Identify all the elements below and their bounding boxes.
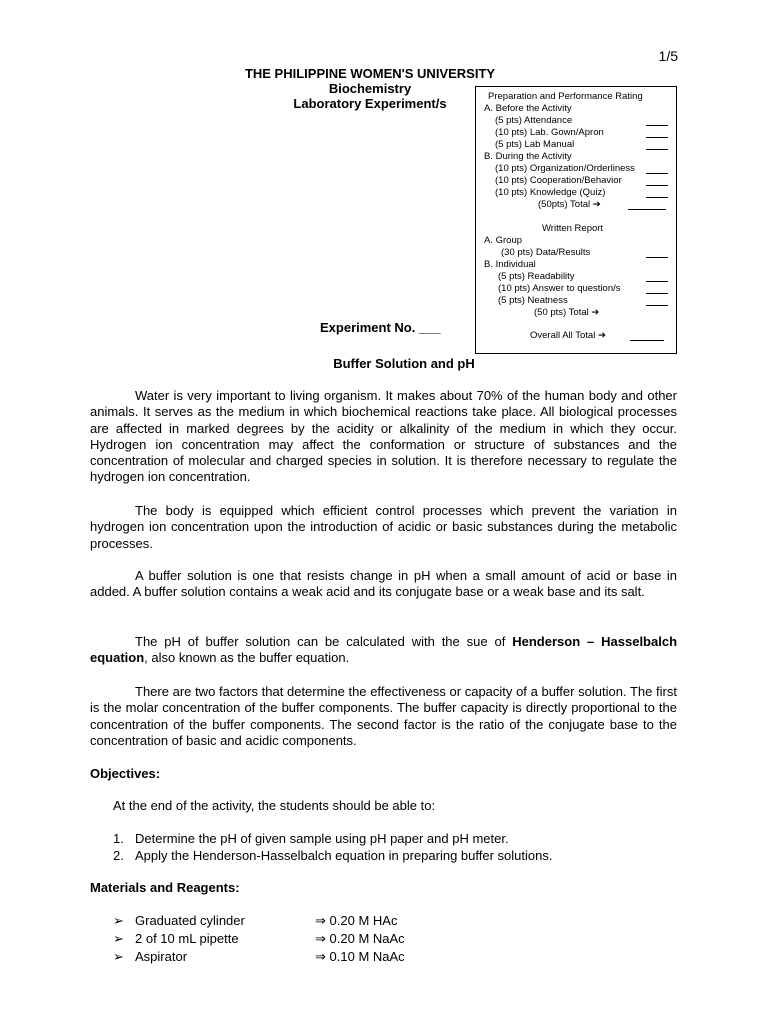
objective-number: 1. (113, 831, 124, 846)
total2-label: (50 pts) Total ➔ (534, 307, 600, 318)
answer-blank (646, 284, 668, 294)
written-report-title: Written Report (542, 223, 604, 234)
readability-blank (646, 272, 668, 282)
material-name: Graduated cylinder (135, 913, 245, 928)
paragraph-4 (90, 634, 677, 667)
experiment-title: Buffer Solution and pH (333, 356, 475, 371)
during-activity-label: B. During the Activity (484, 151, 572, 162)
page-number: 1/5 (658, 48, 678, 64)
implies-arrow-icon: ⇒ (315, 931, 326, 946)
objective-item (113, 831, 509, 846)
paragraph-5-text: There are two factors that determine the effectiveness or capacity of a buffer solution. The first is the molar concentration of the buffer components. The buffer capacity is directly proportional to the concentration of the buffer components. The second factor is the ratio of the conjugate base to the concentration of basic and acidic components. (90, 684, 677, 748)
bullet-arrow-icon: ➢ (113, 931, 124, 946)
manual-blank (646, 140, 668, 150)
objective-number: 2. (113, 848, 124, 863)
paragraph-3 (90, 568, 677, 601)
manual-label: (5 pts) Lab Manual (495, 139, 575, 150)
total1-label: (50pts) Total ➔ (538, 199, 601, 210)
paragraph-5 (90, 684, 677, 749)
cooperation-blank (646, 176, 668, 186)
implies-arrow-icon: ⇒ (315, 949, 326, 964)
overall-total-label: Overall All Total ➔ (530, 330, 606, 341)
reagent-name: 0.20 M NaAc (329, 931, 405, 946)
total1-blank (628, 200, 666, 210)
subject-name: Biochemistry (328, 81, 412, 96)
objective-text: Apply the Henderson-Hasselbalch equation in preparing buffer solutions. (135, 848, 553, 863)
bullet-arrow-icon: ➢ (113, 949, 124, 964)
implies-arrow-icon: ⇒ (315, 913, 326, 928)
answer-label: (10 pts) Answer to question/s (498, 283, 621, 294)
cooperation-label: (10 pts) Cooperation/Behavior (495, 175, 622, 186)
lab-label: Laboratory Experiment/s (293, 96, 447, 111)
paragraph-1 (90, 388, 677, 486)
overall-total-blank (630, 331, 664, 341)
organization-label: (10 pts) Organization/Orderliness (495, 163, 635, 174)
rating-title: Preparation and Performance Rating (488, 91, 643, 102)
paragraph-4-pre: The pH of buffer solution can be calculated with the sue of (135, 634, 513, 649)
material-row (113, 931, 513, 947)
group-label: A. Group (484, 235, 523, 246)
objectives-intro: At the end of the activity, the students should be able to: (113, 798, 436, 813)
individual-label: B. Individual (484, 259, 536, 270)
material-name: Aspirator (135, 949, 188, 964)
gown-label: (10 pts) Lab. Gown/Apron (495, 127, 604, 138)
paragraph-4-post: , also known as the buffer equation. (144, 650, 350, 666)
gown-blank (646, 128, 668, 138)
bullet-arrow-icon: ➢ (113, 913, 124, 928)
material-row (113, 949, 513, 965)
objective-item (113, 848, 552, 863)
paragraph-3-text: A buffer solution is one that resists change in pH when a small amount of acid or base in added. A buffer solution contains a weak acid and its conjugate base or a weak base and its salt. (90, 568, 677, 600)
reagent-name: 0.10 M NaAc (329, 949, 405, 964)
experiment-number: Experiment No. ___ (320, 320, 441, 335)
paragraph-2 (90, 503, 677, 552)
knowledge-label: (10 pts) Knowledge (Quiz) (495, 187, 606, 198)
data-results-blank (646, 248, 668, 258)
paragraph-1-text: Water is very important to living organism. It makes about 70% of the human body and other animals. It serves as the medium in which biochemical reactions take place. All biological processes are affected in marked degrees by the acidity or alkalinity of the medium in which they occur. Hydrogen ion concentration may affect the conformation or structure of substances and the concentration of molecular and charged species in solution. It is therefore necessary to regulate the hydrogen ion concentration. (90, 388, 677, 485)
material-name: 2 of 10 mL pipette (135, 931, 239, 946)
neatness-blank (646, 296, 668, 306)
neatness-label: (5 pts) Neatness (498, 295, 568, 306)
attendance-label: (5 pts) Attendance (495, 115, 573, 126)
knowledge-blank (646, 188, 668, 198)
data-results-label: (30 pts) Data/Results (501, 247, 591, 258)
university-name: THE PHILIPPINE WOMEN'S UNIVERSITY (244, 66, 496, 81)
before-activity-label: A. Before the Activity (484, 103, 572, 114)
readability-label: (5 pts) Readability (498, 271, 575, 282)
objectives-heading: Objectives: (90, 766, 161, 781)
rating-box (475, 86, 677, 354)
material-row (113, 913, 513, 929)
paragraph-2-text: The body is equipped which efficient control processes which prevent the variation in hydrogen ion concentration upon the introduction of acidic or basic substances during the metabolic processes. (90, 503, 677, 551)
reagent-name: 0.20 M HAc (329, 913, 398, 928)
attendance-blank (646, 116, 668, 126)
objective-text: Determine the pH of given sample using pH paper and pH meter. (135, 831, 509, 846)
materials-heading: Materials and Reagents: (90, 880, 240, 895)
organization-blank (646, 164, 668, 174)
henderson-hasselbalch-term: Henderson – Hasselbalch equation (90, 634, 678, 666)
